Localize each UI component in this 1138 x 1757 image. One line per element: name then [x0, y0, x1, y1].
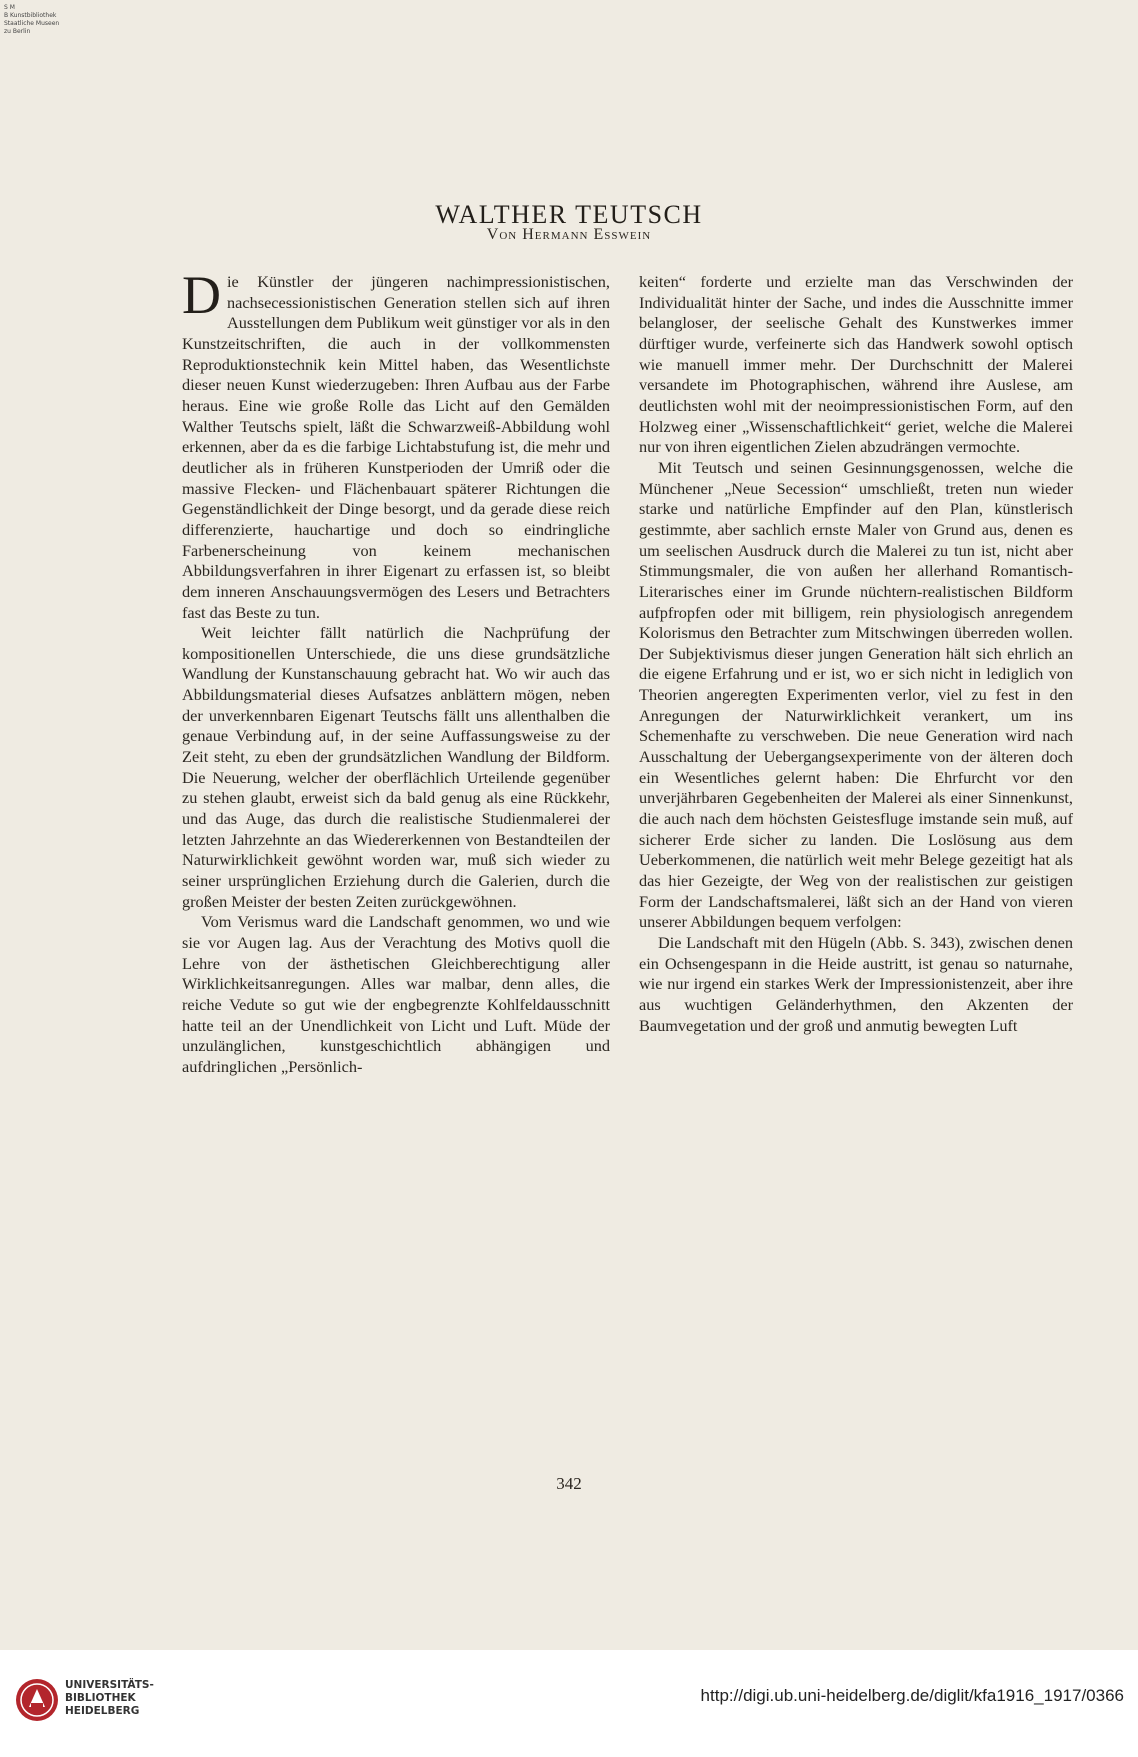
source-url-link[interactable]: http://digi.ub.uni-heidelberg.de/diglit/kfa1916_1917/0366 — [700, 1686, 1124, 1705]
paragraph: Weit leichter fällt natürlich die Nachprüfung der kompositionellen Unterschiede, die uns diese grundsätzliche Wandlung der Kunstanschauung gebracht hat. Wo wir auch das Abbildungsmaterial dieses Aufsatzes anblättern mögen, neben der unverkennbaren Eigenart Teutschs fällt uns allenthalben die genaue Verbindung auf, in der seine Auffassungsweise zu der Zeit steht, zu eben der grundsätzlichen Wandlung der Bildform. Die Neuerung, welcher der oberflächlich Urteilende gegenüber zu stehen glaubt, erweist sich da bald genug als eine Rückkehr, und das Auge, das durch die realistische Studienmalerei der letzten Jahrzehnte an das Wiedererkennen von Bestandteilen der Naturwirklichkeit gewöhnt worden war, muß sich wieder zu seiner ursprünglichen Erziehung durch die Galerien, durch die großen Meister der besten Zeiten zurückgewöhnen. — [182, 623, 610, 911]
library-stamp — [4, 4, 84, 36]
paragraph: Die Landschaft mit den Hügeln (Abb. S. 343), zwischen denen ein Ochsengespann in die Heide austritt, ist genau so naturnahe, wie nur irgend ein starkes Werk der Impressionistenzeit, aber ihre aus wuchtigen Geländerhythmen, den Akzenten der Baumvegetation und der groß und anmutig bewegten Luft — [639, 933, 1073, 1035]
stamp-line: zu Berlin — [4, 28, 31, 35]
article-title: WALTHER TEUTSCH — [435, 200, 703, 230]
institution-line: UNIVERSITÄTS- — [65, 1679, 154, 1691]
paragraph: Die Künstler der jüngeren nachimpressionistischen, nachsecessionistischen Generation stellen sich auf ihren Ausstellungen dem Publikum weit günstiger vor als in den Kunstzeitschriften, die auch in der vollkommensten Reproduktionstechnik kein Mittel haben, das Wesentlichste dieser neuen Kunst wiederzugeben: Ihren Aufbau aus der Farbe heraus. Eine wie große Rolle das Licht auf den Gemälden Walther Teutschs spielt, läßt die Schwarzweiß-Abbildung wohl erkennen, aber da es die farbige Lichtabstufung ist, die mehr und deutlicher als in früheren Kunstperioden der Umriß oder die massive Flecken- und Flächenbauart späterer Richtungen die Gegenständlichkeit der Dinge besorgt, und da gerade diese reich differenzierte, hauchartige und doch so eindringliche Farbenerscheinung von keinem mechanischen Abbildungsverfahren in ihrer Eigenart zu erfassen ist, so bleibt dem inneren Anschauungsvermögen des Lesers und Betrachters fast das Beste zu tun. — [182, 265, 610, 622]
stamp-line: Staatliche Museen — [4, 20, 60, 27]
text-column-left — [182, 265, 610, 1078]
stamp-line: S M — [4, 4, 15, 11]
institution-line: BIBLIOTHEK — [65, 1692, 136, 1704]
page-number: 342 — [556, 1474, 582, 1493]
institution-name — [65, 1679, 154, 1718]
paragraph: keiten“ forderte und erzielte man das Verschwinden der Individualität hinter der Sache, und indes die Ausschnitte immer belangloser, der seelische Gehalt des Kunstwerkes immer dürftiger wurde, verfeinerte sich das Handwerk sowohl optisch wie manuell immer mehr. Der Durchschnitt der Malerei versandete im Photographischen, während ihre Auslese, am deutlichsten wohl mit der neoimpressionistischen Form, auf den Holzweg einer „Wissenschaftlichkeit“ geriet, welche die Malerei nur von ihren eigentlichen Zielen abzudrängen vermochte. — [639, 272, 1073, 457]
paragraph: Mit Teutsch und seinen Gesinnungsgenossen, welche die Münchener „Neue Secession“ umschließt, treten nun wieder starke und natürliche Empfinder auf den Plan, künstlerisch gestimmte, aber sachlich ernste Maler von Grund aus, denen es um seelischen Ausdruck durch die Malerei zu tun ist, nicht aber Stimmungsmaler, die von außen her allerhand Romantisch-Literarisches einer im Grunde nüchtern-realistischen Bildform aufpfropfen oder mit billigem, rein physiologisch anregendem Kolorismus den Betrachter zum Mitschwingen überreden wollen. Der Subjektivismus dieser jungen Generation hält sich ehrlich an die eigene Erfahrung und er ist, wo er sich nicht in lediglich von Theorien angeregten Experimenten verlor, viel zu fest in den Anregungen der Naturwirklichkeit verankert, um ins Schemenhafte zu verschweben. Die neue Generation wird nach Ausschaltung der Uebergangsexperimente von der älteren doch ein Wesentliches gelernt haben: Die Ehrfurcht vor den unverjährbaren Gegebenheiten der Malerei als einer Sinnenkunst, die auch nach dem höchsten Geistesfluge imstande sein muß, auf sicherer Erde sicher zu landen. Die Loslösung aus dem Ueberkommenen, die natürlich weit mehr Belege gezeitigt hat als das hier Gezeigte, der Weg von der realistischen zur geistigen Form der Landschaftsmalerei, läßt sich an der Hand von vieren unserer Abbildungen bequem verfolgen: — [639, 457, 1073, 932]
paragraph: Vom Verismus ward die Landschaft genommen, wo und wie sie vor Augen lag. Aus der Verachtung des Motivs quoll die Lehre von der ästhetischen Gleichberechtigung aller Wirklichkeitsanregungen. Alles war malbar, denn alles, die reiche Vedute so gut wie der engbegrenzte Kohlfeldausschnitt hatte teil an der Unendlichkeit von Licht und Luft. Müde der unzulänglichen, kunstgeschichtlich abhängigen und aufdringlichen „Persönlich- — [182, 912, 610, 1076]
drop-cap: D — [182, 265, 221, 325]
university-seal-icon — [14, 1677, 60, 1723]
digitization-footer — [0, 1650, 1138, 1757]
article-byline: Von Hermann Esswein — [486, 226, 652, 243]
text-column-right — [639, 272, 1073, 1036]
stamp-line: B Kunstbibliothek — [4, 12, 57, 19]
institution-line: HEIDELBERG — [65, 1705, 140, 1717]
